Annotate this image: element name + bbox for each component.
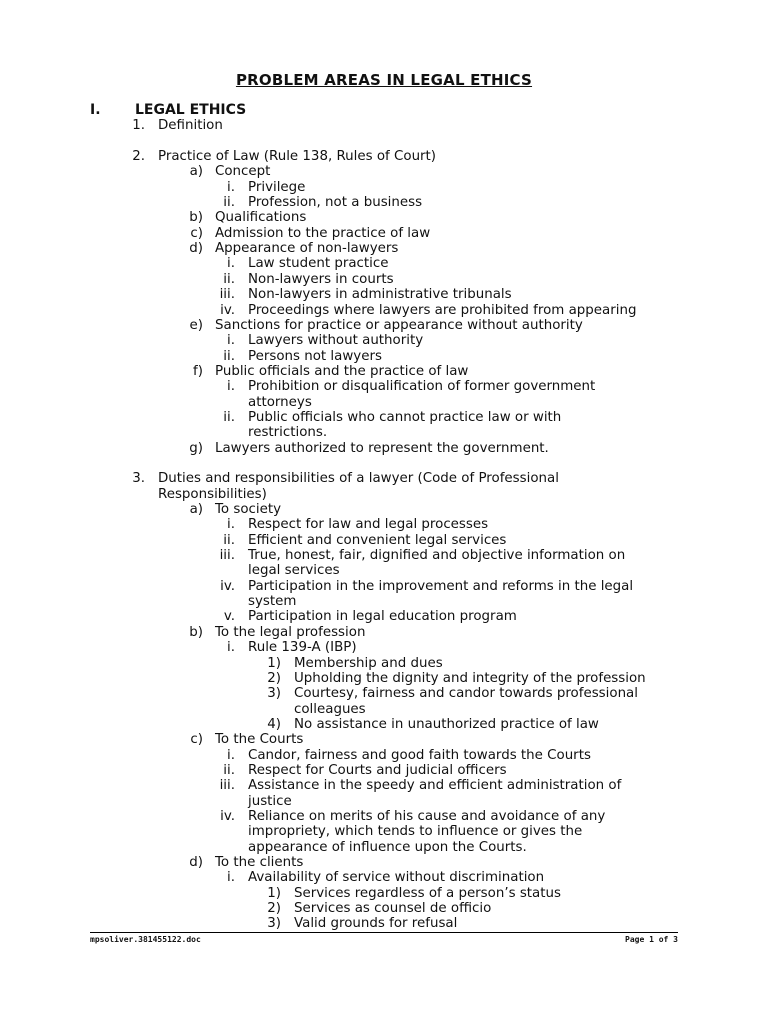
item-number: c) — [190, 732, 203, 748]
item-number: i. — [227, 179, 235, 195]
item-number: ii. — [223, 271, 235, 287]
item-number: ii. — [223, 195, 235, 211]
item-number: d) — [189, 855, 203, 871]
item-text: Duties and responsibilities of a lawyer (Code of Professional — [158, 471, 559, 487]
item-number: iv. — [220, 809, 235, 824]
item-text: Non-lawyers in administrative tribunals — [248, 287, 512, 303]
item-number: i. — [227, 379, 235, 395]
item-number: iv. — [220, 302, 235, 318]
item-number: 1. — [132, 118, 145, 134]
item-number: ii. — [223, 762, 235, 778]
item-text: Respect for law and legal processes — [248, 517, 489, 533]
item-text: Prohibition or disqualification of former government — [248, 379, 596, 395]
item-text: Lawyers without authority — [248, 333, 424, 349]
item-text: Services as counsel de officio — [294, 901, 492, 917]
item-text: Services regardless of a person’s status — [294, 885, 561, 901]
item-number: 3) — [267, 686, 281, 702]
item-number: iv. — [220, 578, 235, 594]
item-text: LEGAL ETHICS — [135, 102, 247, 118]
item-number: a) — [189, 164, 203, 180]
item-text: Qualifications — [215, 210, 307, 226]
item-number: i. — [227, 870, 235, 886]
item-number: ii. — [223, 409, 235, 425]
item-number: i. — [227, 517, 235, 533]
item-number: g) — [189, 440, 203, 456]
item-text: Appearance of non-lawyers — [215, 241, 399, 257]
item-number: i. — [227, 333, 235, 349]
page-footer — [90, 932, 678, 947]
item-number: 3. — [132, 471, 145, 487]
item-number: ii. — [223, 532, 235, 548]
item-number: 3) — [267, 916, 281, 932]
item-text: attorneys — [248, 394, 312, 410]
item-text: Public officials who cannot practice law or with — [248, 409, 562, 425]
item-number: v. — [223, 609, 235, 625]
item-number: e) — [189, 317, 203, 333]
item-text: Upholding the dignity and integrity of the profession — [294, 670, 646, 686]
item-text: Respect for Courts and judicial officers — [248, 762, 507, 778]
item-text: Participation in the improvement and reforms in the legal — [248, 578, 634, 594]
item-text: True, honest, fair, dignified and objective information on — [248, 548, 626, 564]
item-number: i. — [227, 640, 235, 656]
item-text: Proceedings where lawyers are prohibited from appearing — [248, 302, 637, 318]
item-text: Courtesy, fairness and candor towards professional — [294, 686, 638, 702]
item-text: Public officials and the practice of law — [215, 363, 469, 379]
item-number: f) — [193, 363, 203, 379]
item-text: Availability of service without discrimination — [248, 870, 545, 886]
footer-page-number: Page 1 of 3 — [625, 935, 678, 944]
item-text: Rule 139-A (IBP) — [248, 640, 357, 656]
item-number: d) — [189, 241, 203, 257]
item-text: Law student practice — [248, 256, 389, 272]
item-text: Persons not lawyers — [248, 348, 382, 364]
item-text: Membership and dues — [294, 655, 443, 671]
item-number: iii. — [219, 778, 235, 794]
item-text: To the Courts — [215, 732, 304, 748]
item-text: Admission to the practice of law — [215, 225, 431, 241]
item-text: Assistance in the speedy and efficient administration of — [248, 778, 622, 794]
item-number: c) — [190, 225, 203, 241]
item-text: No assistance in unauthorized practice of law — [294, 716, 599, 732]
footer-filename: mpsoliver.381455122.doc — [90, 935, 201, 944]
item-number: I. — [90, 102, 101, 118]
item-number: i. — [227, 747, 235, 763]
item-text: Practice of Law (Rule 138, Rules of Court) — [158, 149, 437, 164]
item-number: 2) — [267, 670, 281, 686]
item-text: justice — [248, 793, 292, 809]
item-text: Efficient and convenient legal services — [248, 532, 507, 548]
item-number: 4) — [267, 716, 281, 732]
item-number: 1) — [267, 885, 281, 901]
item-number: iii. — [219, 287, 235, 303]
item-text: restrictions. — [248, 425, 328, 441]
item-text: Participation in legal education program — [248, 609, 517, 625]
item-number: 2. — [132, 149, 145, 164]
item-text: Profession, not a business — [248, 195, 423, 211]
item-text: Candor, fairness and good faith towards the Courts — [248, 747, 591, 763]
item-number: ii. — [223, 348, 235, 364]
item-number: iii. — [219, 548, 235, 564]
item-text: Privilege — [248, 179, 306, 195]
item-text: Concept — [215, 164, 271, 180]
item-text: Responsibilities) — [158, 486, 267, 502]
document-title: PROBLEM AREAS IN LEGAL ETHICS — [235, 71, 533, 89]
item-text: appearance of influence upon the Courts. — [248, 839, 527, 855]
item-text: system — [248, 594, 297, 610]
item-text: Valid grounds for refusal — [294, 916, 458, 932]
item-text: Sanctions for practice or appearance without authority — [215, 317, 583, 333]
item-text: To the legal profession — [215, 624, 366, 640]
item-number: 2) — [267, 901, 281, 917]
item-text: colleagues — [294, 701, 366, 717]
item-text: To society — [215, 502, 282, 517]
item-text: Lawyers authorized to represent the government. — [215, 440, 549, 456]
item-text: Reliance on merits of his cause and avoidance of any — [248, 809, 606, 824]
item-number: b) — [189, 210, 203, 226]
item-text: To the clients — [215, 855, 304, 871]
item-number: i. — [227, 256, 235, 272]
item-number: b) — [189, 624, 203, 640]
item-text: Definition — [158, 118, 223, 134]
item-text: legal services — [248, 563, 340, 579]
item-text: Non-lawyers in courts — [248, 271, 394, 287]
item-number: a) — [189, 502, 203, 517]
item-text: impropriety, which tends to influence or gives the — [248, 824, 583, 840]
item-number: 1) — [267, 655, 281, 671]
